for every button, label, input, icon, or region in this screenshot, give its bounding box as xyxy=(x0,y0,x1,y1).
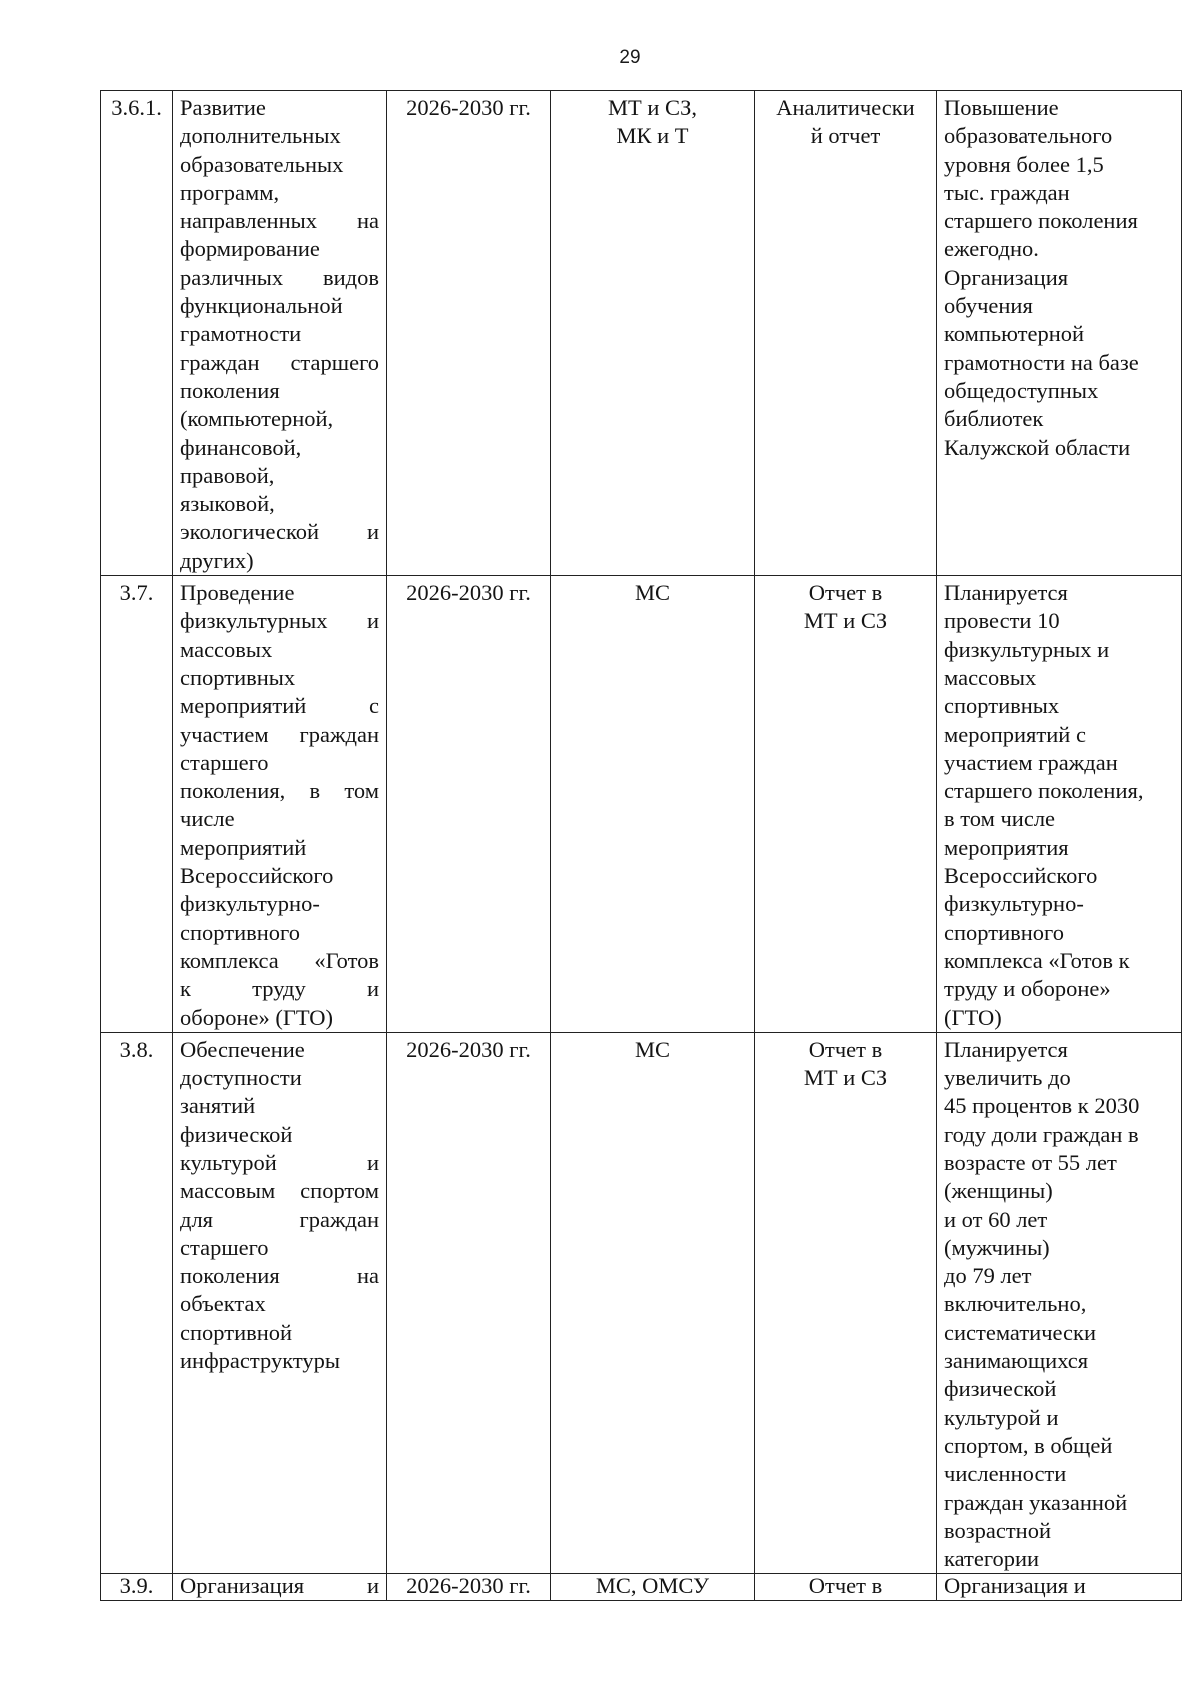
measure-name-line: языковой, xyxy=(180,491,275,517)
expected-result-line: увеличить до xyxy=(944,1065,1071,1091)
expected-result-line: возрастной xyxy=(944,1517,1051,1543)
expected-result-line: спортивного xyxy=(944,919,1064,945)
expected-result-line: комплекса «Готов к xyxy=(944,947,1130,973)
measures-table xyxy=(100,90,1182,1601)
expected-result-line: физкультурно- xyxy=(944,891,1084,917)
measure-name-line: поколения xyxy=(180,377,280,403)
measure-name-line: Развитие xyxy=(180,95,266,120)
measure-name-line: грамотности xyxy=(180,321,302,347)
measure-name-line: числе xyxy=(180,806,235,832)
measure-name-line: к труду и xyxy=(180,976,379,1002)
expected-result-line: мероприятий с xyxy=(944,721,1086,747)
measure-name-line: Организация и xyxy=(180,1573,379,1599)
measure-name xyxy=(173,576,387,1033)
expected-result-line: Планируется xyxy=(944,580,1068,606)
measure-name-line: Обеспечение xyxy=(180,1036,305,1062)
report-form-line: Отчет в xyxy=(808,1573,883,1599)
measure-name-line: поколения, в том xyxy=(180,778,379,804)
row-number: 3.6.1. xyxy=(101,91,173,576)
measure-name-line: граждан старшего xyxy=(180,349,379,375)
measure-name-line: объектах xyxy=(180,1291,266,1317)
measure-name-line: для граждан xyxy=(180,1206,379,1232)
table-row xyxy=(101,1032,1182,1574)
expected-result-line: занимающихся xyxy=(944,1348,1089,1374)
measure-name-line: дополнительных xyxy=(180,123,341,149)
expected-result-line: культурой и xyxy=(944,1404,1059,1430)
measure-name-line: направленных на xyxy=(180,208,379,234)
expected-result-line: году доли граждан в xyxy=(944,1121,1139,1147)
expected-result-line: образовательного xyxy=(944,123,1113,149)
executor xyxy=(551,91,755,576)
expected-result-line: Организация и xyxy=(944,1573,1086,1599)
measure-name-line: мероприятий с xyxy=(180,693,379,719)
measure-name-line: занятий xyxy=(180,1093,256,1119)
report-form xyxy=(755,1574,937,1601)
measure-name-line: образовательных xyxy=(180,151,344,177)
term: 2026-2030 гг. xyxy=(387,576,551,1033)
expected-result-line: труду и обороне» xyxy=(944,976,1111,1002)
measure-name-line: старшего xyxy=(180,749,269,775)
term: 2026-2030 гг. xyxy=(387,1032,551,1574)
expected-result-line: Организация xyxy=(944,264,1069,290)
expected-result-line: (мужчины) xyxy=(944,1234,1050,1260)
measure-name-line: экологической и xyxy=(180,519,379,545)
row-number: 3.9. xyxy=(101,1574,173,1601)
measure-name-line: Проведение xyxy=(180,580,295,606)
report-form-line: Аналитически xyxy=(776,95,915,120)
measure-name-line: физкультурных и xyxy=(180,608,379,634)
executor xyxy=(551,576,755,1033)
measure-name-line: финансовой, xyxy=(180,434,302,460)
measure-name-line: мероприятий xyxy=(180,834,307,860)
measure-name-line: физкультурно- xyxy=(180,891,320,917)
expected-result-line: провести 10 xyxy=(944,608,1060,634)
expected-result-line: (ГТО) xyxy=(944,1004,1002,1030)
measure-name-line: физической xyxy=(180,1121,293,1147)
expected-result xyxy=(937,1574,1182,1601)
measure-name-line: различных видов xyxy=(180,264,379,290)
measure-name-line: других) xyxy=(180,547,254,573)
expected-result-line: спортивных xyxy=(944,693,1060,719)
executor xyxy=(551,1574,755,1601)
measure-name-line: функциональной xyxy=(180,293,343,319)
measure-name-line: участием граждан xyxy=(180,721,379,747)
report-form xyxy=(755,1032,937,1574)
expected-result-line: Повышение xyxy=(944,95,1059,120)
page-number: 29 xyxy=(619,47,641,68)
expected-result-line: граждан указанной xyxy=(944,1489,1128,1515)
expected-result-line: участием граждан xyxy=(944,749,1118,775)
expected-result-line: возрасте от 55 лет xyxy=(944,1149,1117,1175)
report-form-line: Отчет в xyxy=(808,580,883,606)
measure-name-line: правовой, xyxy=(180,462,275,488)
measure-name-line: спортивных xyxy=(180,664,296,690)
expected-result-line: старшего поколения, xyxy=(944,778,1144,804)
expected-result-line: ежегодно. xyxy=(944,236,1039,262)
measure-name-line: спортивного xyxy=(180,919,300,945)
measure-name xyxy=(173,1574,387,1601)
executor-line: МС, ОМСУ xyxy=(595,1573,710,1599)
table-row xyxy=(101,1574,1182,1601)
expected-result-line: Всероссийского xyxy=(944,863,1098,889)
measure-name-line: Всероссийского xyxy=(180,863,334,889)
executor-line: МС xyxy=(634,580,670,606)
measure-name-line: культурой и xyxy=(180,1149,379,1175)
expected-result-line: старшего поколения xyxy=(944,208,1138,234)
expected-result-line: массовых xyxy=(944,664,1037,690)
measure-name-line: спортивной xyxy=(180,1319,293,1345)
measure-name-line: (компьютерной, xyxy=(180,406,334,432)
expected-result-line: библиотек xyxy=(944,406,1044,432)
measure-name xyxy=(173,91,387,576)
expected-result-line: общедоступных xyxy=(944,377,1099,403)
measure-name-line: старшего xyxy=(180,1234,269,1260)
report-form xyxy=(755,576,937,1033)
report-form-line: МТ и СЗ xyxy=(803,1065,888,1091)
expected-result-line: включительно, xyxy=(944,1291,1087,1317)
expected-result-line: численности xyxy=(944,1461,1067,1487)
executor-line: МК и Т xyxy=(616,123,689,149)
measure-name-line: поколения на xyxy=(180,1263,379,1289)
report-form-line: МТ и СЗ xyxy=(803,608,888,634)
expected-result-line: спортом, в общей xyxy=(944,1432,1113,1458)
row-number: 3.8. xyxy=(101,1032,173,1574)
expected-result xyxy=(937,1032,1182,1574)
table-row xyxy=(101,91,1182,576)
executor-line: МТ и СЗ, xyxy=(608,95,697,120)
report-form-line: Отчет в xyxy=(808,1036,883,1062)
measure-name-line: программ, xyxy=(180,179,280,205)
expected-result-line: мероприятия xyxy=(944,834,1069,860)
term: 2026-2030 гг. xyxy=(387,91,551,576)
expected-result-line: Планируется xyxy=(944,1036,1068,1062)
expected-result-line: физкультурных и xyxy=(944,636,1110,662)
expected-result-line: систематически xyxy=(944,1319,1097,1345)
expected-result-line: и от 60 лет xyxy=(944,1206,1048,1232)
expected-result-line: (женщины) xyxy=(944,1178,1053,1204)
term: 2026-2030 гг. xyxy=(387,1574,551,1601)
measure-name-line: формирование xyxy=(180,236,320,262)
expected-result-line: уровня более 1,5 xyxy=(944,151,1104,177)
row-number: 3.7. xyxy=(101,576,173,1033)
expected-result-line: Калужской области xyxy=(944,434,1131,460)
table-row xyxy=(101,576,1182,1033)
expected-result-line: 45 процентов к 2030 xyxy=(944,1093,1140,1119)
expected-result xyxy=(937,91,1182,576)
measure-name-line: доступности xyxy=(180,1065,302,1091)
measure-name-line: массовых xyxy=(180,636,273,662)
measure-name-line: массовым спортом xyxy=(180,1178,379,1204)
expected-result-line: тыс. граждан xyxy=(944,179,1070,205)
measure-name-line: инфраструктуры xyxy=(180,1348,340,1374)
expected-result-line: обучения xyxy=(944,293,1033,319)
expected-result-line: до 79 лет xyxy=(944,1263,1032,1289)
report-form xyxy=(755,91,937,576)
executor-line: МС xyxy=(634,1036,670,1062)
report-form-line: й отчет xyxy=(810,123,881,149)
expected-result-line: в том числе xyxy=(944,806,1056,832)
expected-result xyxy=(937,576,1182,1033)
measure-name-line: комплекса «Готов xyxy=(180,947,379,973)
measure-name-line: обороне» (ГТО) xyxy=(180,1004,334,1030)
expected-result-line: физической xyxy=(944,1376,1057,1402)
executor xyxy=(551,1032,755,1574)
expected-result-line: компьютерной xyxy=(944,321,1085,347)
expected-result-line: грамотности на базе xyxy=(944,349,1139,375)
expected-result-line: категории xyxy=(944,1546,1040,1572)
measure-name xyxy=(173,1032,387,1574)
